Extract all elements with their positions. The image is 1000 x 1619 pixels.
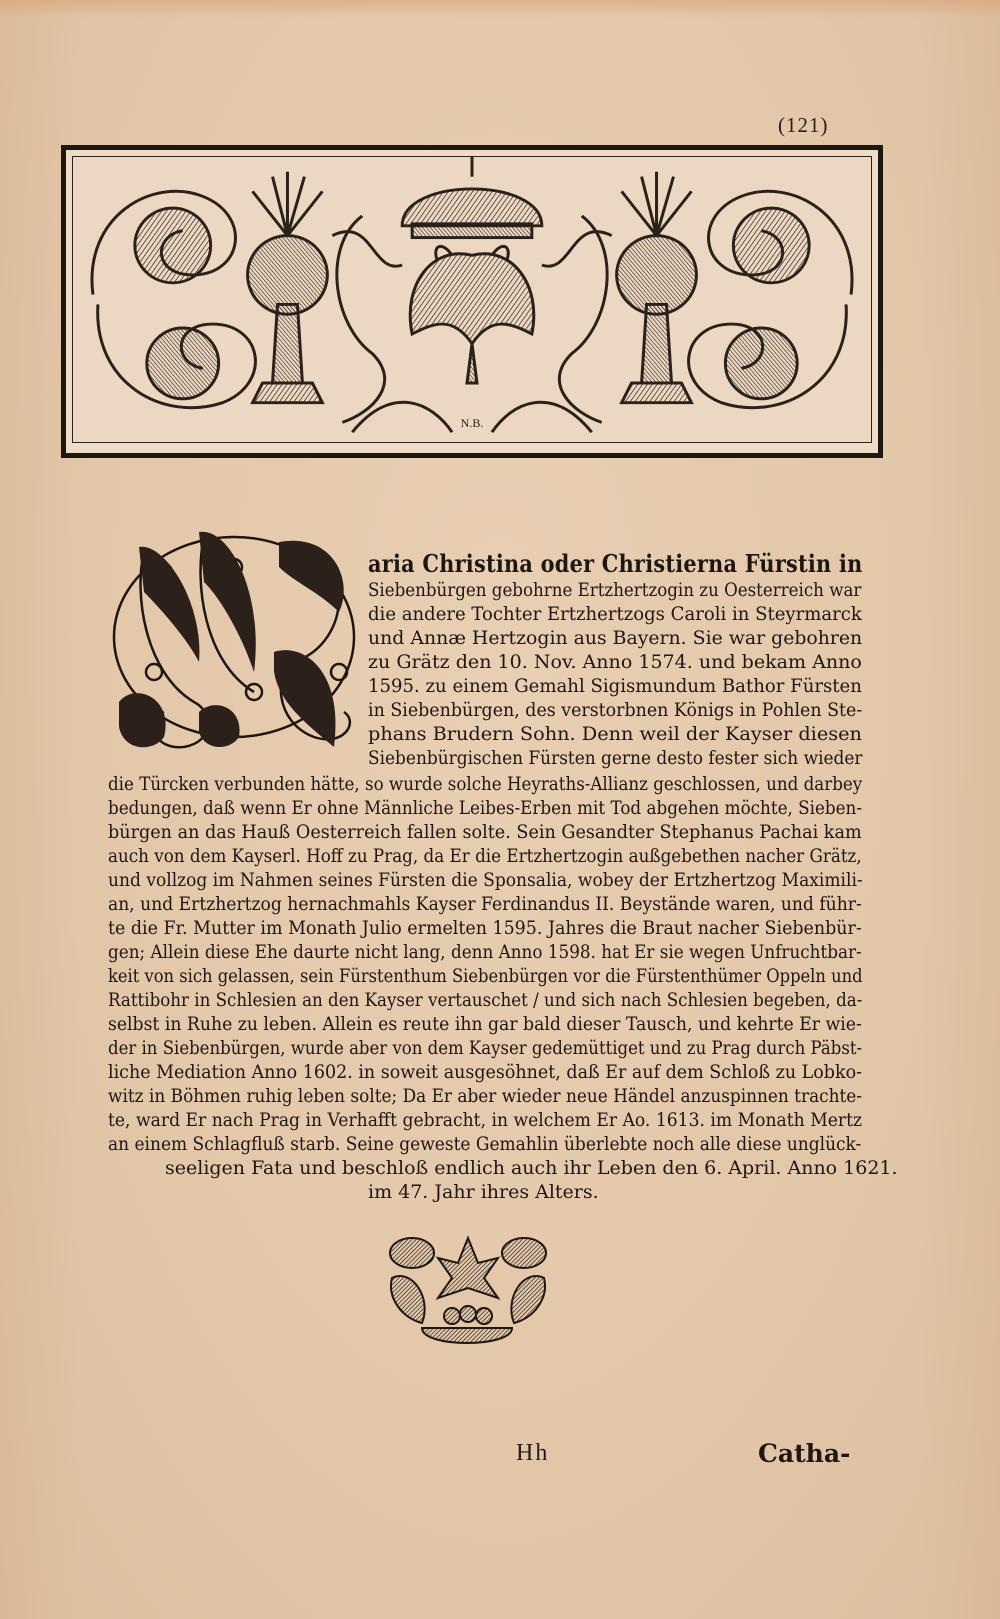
decorated-initial <box>104 522 366 754</box>
text-line: die andere Tochter Ertzhertzogs Caroli in Steyrmarck <box>368 603 862 625</box>
text-line: te die Fr. Mutter im Monath Julio ermelten 1595. Jahres die Braut nacher Siebenbür- <box>108 917 862 939</box>
header-ornament-banner <box>61 145 883 458</box>
text-line-1: aria Christina oder Christierna Fürstin in <box>368 549 863 578</box>
text-line: Siebenbürgischen Fürsten gerne desto fester sich wieder <box>368 747 863 769</box>
text-line-last: im 47. Jahr ihres Alters. <box>368 1181 599 1203</box>
text-line: gen; Allein diese Ehe daurte nicht lang, denn Anno 1598. hat Er sie wegen Unfruchtbar- <box>108 941 862 963</box>
text-line: Rattibohr in Schlesien an den Kayser vertauschet / und sich nach Schlesien begeben, da- <box>108 989 863 1011</box>
flower-basket-vignette <box>372 1228 564 1348</box>
text-line: keit von sich gelassen, sein Fürstenthum Siebenbürgen vor die Fürstenthümer Oppeln und <box>108 965 863 987</box>
text-line: in Siebenbürgen, des verstorbnen Königs in Pohlen Ste- <box>368 699 863 721</box>
text-line: liche Mediation Anno 1602. in soweit ausgesöhnet, daß Er auf dem Schloß zu Lobko- <box>108 1061 863 1083</box>
flower-basket-icon <box>372 1228 564 1348</box>
text-line: an, und Ertzhertzog hernachmahls Kayser Ferdinandus II. Beystände waren, und führ- <box>108 893 862 915</box>
baroque-scrollwork-icon <box>73 157 871 442</box>
page-number: (121) <box>778 113 829 137</box>
banner-inner-frame <box>72 156 872 443</box>
text-line: selbst in Ruhe zu leben. Allein es reute ihn gar bald dieser Tausch, und kehrte Er wie- <box>108 1013 862 1035</box>
text-line: an einem Schlagfluß starb. Seine geweste Gemahlin überlebte noch alle diese unglück- <box>108 1133 862 1155</box>
text-line: und Annæ Hertzogin aus Bayern. Sie war gebohren <box>368 627 863 649</box>
text-line: phans Brudern Sohn. Denn weil der Kayser diesen <box>368 723 862 745</box>
ornate-letter-m-icon <box>104 522 366 754</box>
text-line: bürgen an das Hauß Oesterreich fallen solte. Sein Gesandter Stephanus Pachai kam <box>108 821 862 843</box>
text-line: die Türcken verbunden hätte, so wurde solche Heyraths-Allianz geschlossen, und darbey <box>108 773 863 795</box>
text-line: te, ward Er nach Prag in Verhafft gebracht, in welchem Er Ao. 1613. im Monath Mertz <box>108 1109 863 1131</box>
paper-stain <box>0 0 1000 18</box>
text-line: seeligen Fata und beschloß endlich auch ihr Leben den 6. April. Anno 1621. <box>165 1157 898 1179</box>
text-line: 1595. zu einem Gemahl Sigismundum Bathor Fürsten <box>368 675 862 697</box>
engraver-signature: N.B. <box>460 416 484 430</box>
text-line: witz in Böhmen ruhig leben solte; Da Er aber wieder neue Händel anzuspinnen trachte- <box>108 1085 863 1107</box>
text-line: der in Siebenbürgen, wurde aber von dem Kayser gedemüttiget und zu Prag durch Päbst- <box>108 1037 863 1059</box>
catchword: Catha- <box>758 1439 851 1468</box>
text-line: und vollzog im Nahmen seines Fürsten die Sponsalia, wobey der Ertzhertzog Maximili- <box>108 869 863 891</box>
text-line: zu Grätz den 10. Nov. Anno 1574. und bekam Anno <box>368 651 862 673</box>
text-line: Siebenbürgen gebohrne Ertzhertzogin zu Oesterreich war <box>368 579 862 601</box>
signature-mark: Hh <box>516 1440 550 1466</box>
text-line: auch von dem Kayserl. Hoff zu Prag, da Er die Ertzhertzogin außgebethen nacher Grätz, <box>108 845 862 867</box>
text-line: bedungen, daß wenn Er ohne Männliche Leibes-Erben mit Tod abgehen möchte, Sieben- <box>108 797 862 819</box>
